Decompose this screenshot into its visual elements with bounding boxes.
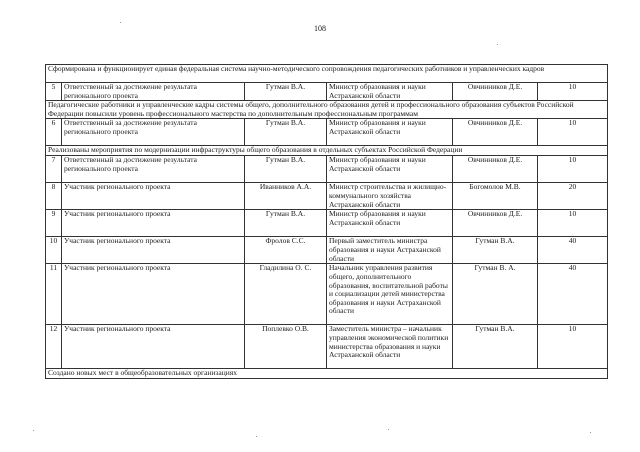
row-share: 40 xyxy=(538,264,608,325)
row-organization: Заместитель министра – начальник управления экономической политики министерства образования и науки Астраханской области xyxy=(327,325,453,369)
row-person: Фролов С.С. xyxy=(245,237,327,264)
row-role: Участник регионального проекта xyxy=(62,183,245,210)
table-row xyxy=(46,210,608,237)
row-role: Участник регионального проекта xyxy=(62,210,245,237)
row-person: Иванников А.А. xyxy=(245,183,327,210)
row-organization: Министр образования и науки Астраханской области xyxy=(327,156,453,183)
row-supervisor: Гутман В. А. xyxy=(453,264,538,325)
section-header-row xyxy=(46,146,608,156)
row-share: 10 xyxy=(538,119,608,146)
row-role: Участник регионального проекта xyxy=(62,264,245,325)
row-role: Ответственный за достижение результата регионального проекта xyxy=(62,119,245,146)
row-supervisor: Гутман В.А. xyxy=(453,237,538,264)
row-number: 9 xyxy=(46,210,62,237)
row-number: 12 xyxy=(46,325,62,369)
row-share: 10 xyxy=(538,156,608,183)
section-header-row xyxy=(46,101,608,119)
row-role: Участник регионального проекта xyxy=(62,237,245,264)
section-title: Реализованы мероприятия по модернизации инфраструктуры общего образования в отдельных субъектах Российской Федерации xyxy=(46,146,608,156)
section-title: Сформирована и функционирует единая федеральная система научно-методического сопровождения педагогических работников и управленческих кадров xyxy=(46,65,608,83)
row-number: 10 xyxy=(46,237,62,264)
row-share: 10 xyxy=(538,325,608,369)
row-supervisor: Овчинников Д.Е. xyxy=(453,210,538,237)
row-share: 10 xyxy=(538,210,608,237)
row-role: Ответственный за достижение результата регионального проекта xyxy=(62,156,245,183)
row-person: Гутман В.А. xyxy=(245,210,327,237)
row-role: Ответственный за достижение результата регионального проекта xyxy=(62,83,245,101)
row-supervisor: Овчинников Д.Е. xyxy=(453,83,538,101)
page-number: 108 xyxy=(314,24,326,33)
row-organization: Первый заместитель министра образования и науки Астраханской области xyxy=(327,237,453,264)
table-row xyxy=(46,83,608,101)
table-row xyxy=(46,183,608,210)
row-person: Гутман В.А. xyxy=(245,119,327,146)
row-organization: Министр образования и науки Астраханской области xyxy=(327,119,453,146)
row-role: Участник регионального проекта xyxy=(62,325,245,369)
scan-speck xyxy=(388,429,389,430)
row-number: 7 xyxy=(46,156,62,183)
scan-speck xyxy=(120,22,121,23)
row-organization: Начальник управления развития общего, дополнительного образования, воспитательной работы и социализации детей министерства образования и науки Астраханской области xyxy=(327,264,453,325)
section-header-row xyxy=(46,369,608,379)
row-organization: Министр образования и науки Астраханской области xyxy=(327,83,453,101)
scan-speck xyxy=(256,436,257,437)
row-person: Гутман В.А. xyxy=(245,83,327,101)
table-row xyxy=(46,264,608,325)
row-supervisor: Гутман В.А. xyxy=(453,325,538,369)
row-number: 11 xyxy=(46,264,62,325)
section-title: Педагогические работники и управленческие кадры системы общего, дополнительного образования детей и профессионального образования субъектов Российской Федерации повысили уровень профессионального мастерства по дополнительным профессиональным программам xyxy=(46,101,608,119)
row-supervisor: Овчинников Д.Е. xyxy=(453,156,538,183)
table-row xyxy=(46,119,608,146)
row-number: 8 xyxy=(46,183,62,210)
section-header-row xyxy=(46,65,608,83)
scan-speck xyxy=(33,430,34,431)
responsibility-table xyxy=(45,64,608,379)
table-row xyxy=(46,237,608,264)
row-person: Гладилина О. С. xyxy=(245,264,327,325)
row-supervisor: Богомолов М.В. xyxy=(453,183,538,210)
section-title: Создано новых мест в общеобразовательных организациях xyxy=(46,369,608,379)
scan-speck xyxy=(497,44,498,45)
row-person: Гутман В.А. xyxy=(245,156,327,183)
table-row xyxy=(46,325,608,369)
row-organization: Министр образования и науки Астраханской области xyxy=(327,210,453,237)
row-person: Поплевко О.В. xyxy=(245,325,327,369)
row-share: 10 xyxy=(538,83,608,101)
row-share: 40 xyxy=(538,237,608,264)
row-number: 6 xyxy=(46,119,62,146)
row-share: 20 xyxy=(538,183,608,210)
table-row xyxy=(46,156,608,183)
scan-speck xyxy=(590,432,591,433)
row-organization: Министр строительства и жилищно-коммунального хозяйства Астраханской области xyxy=(327,183,453,210)
row-supervisor: Овчинников Д.Е. xyxy=(453,119,538,146)
row-number: 5 xyxy=(46,83,62,101)
